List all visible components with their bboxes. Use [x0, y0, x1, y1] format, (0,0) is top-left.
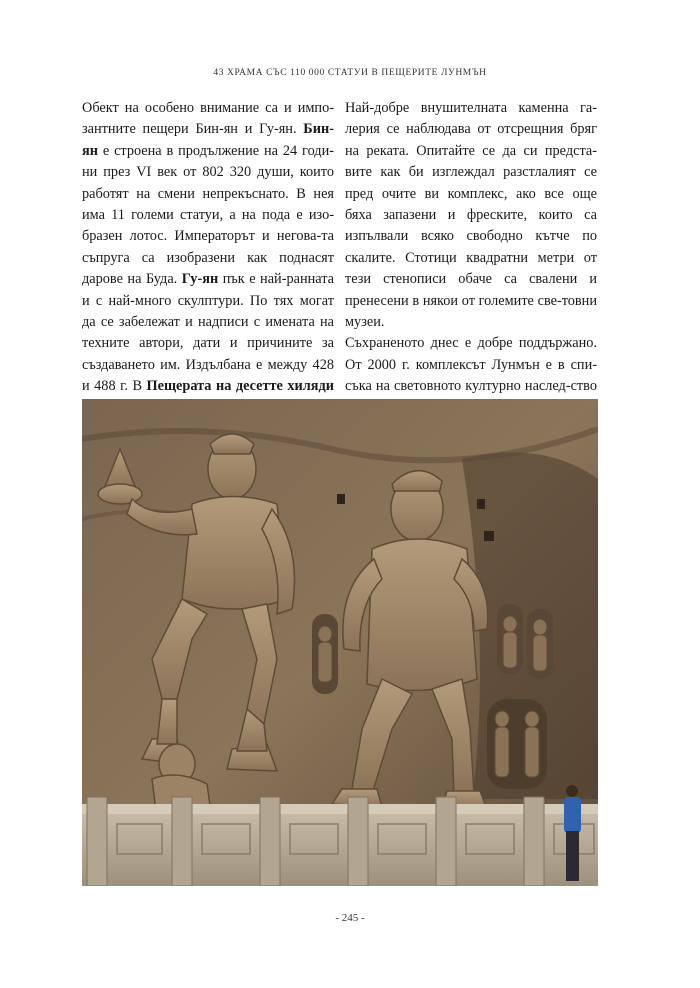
right-text-column [345, 98, 597, 419]
text-segment: пък е най-ранната и с най-много скулптури. По тях могат да се забележат и надписи с имената на техните автори, дати и причините за създаването им. Издълбана е между 428 и 488 г. В [82, 271, 334, 395]
bold-term-ten-thousand-buddhas: Пещерата на десетте хиляди [146, 378, 334, 395]
paragraph-caves [82, 98, 334, 441]
bold-term-guyang: Гу-ян [181, 271, 219, 288]
paragraph-gallery: Най-добре внушителната каменна га-лерия се наблюдава от отсрещния бряг на реката. Опитайте се да си предста-вите как би изглеждал разстлалият се пред очите ви комплекс, ако все още бяха запазени и фреските, които са изпълвали всяко свободно кътче по скалите. Стотици квадратни метри от тези стенописи обаче са свалени и пренесени в някои от големите све-товни музеи. [345, 100, 597, 331]
page-number: - 245 - [335, 912, 365, 924]
visitor-figure [564, 785, 581, 881]
bold-term-binyang: Бин-ян [82, 121, 334, 159]
cave-statues-photo [82, 399, 598, 886]
niche-hole [337, 494, 345, 504]
paragraph-unesco: Съхраненото днес е добре поддържано. От 2000 г. комплексът Лунмън е в спи-съка на световното културно наслед-ство [345, 335, 597, 395]
stone-balustrade [82, 797, 598, 886]
niche-hole [484, 531, 494, 541]
text-segment: е строена в продължение на 24 годи-ни през VI век от 802 320 души, които работят на смени непрекъснато. В нея има 11 големи статуи, а на пода е изо-бразен лотос. Императорът и негова-та съпруга са изобразени как поднасят дарове на Буда. [82, 142, 334, 288]
running-title: 43 ХРАМА СЪС 110 000 СТАТУИ В ПЕЩЕРИТЕ ЛУНМЪН [213, 68, 487, 78]
niche-hole [477, 499, 485, 509]
left-text-column [82, 98, 334, 441]
statues-illustration [82, 399, 598, 886]
text-segment: Обект на особено внимание са и импо-зантните пещери Бин-ян и Гу-ян. [82, 100, 334, 138]
